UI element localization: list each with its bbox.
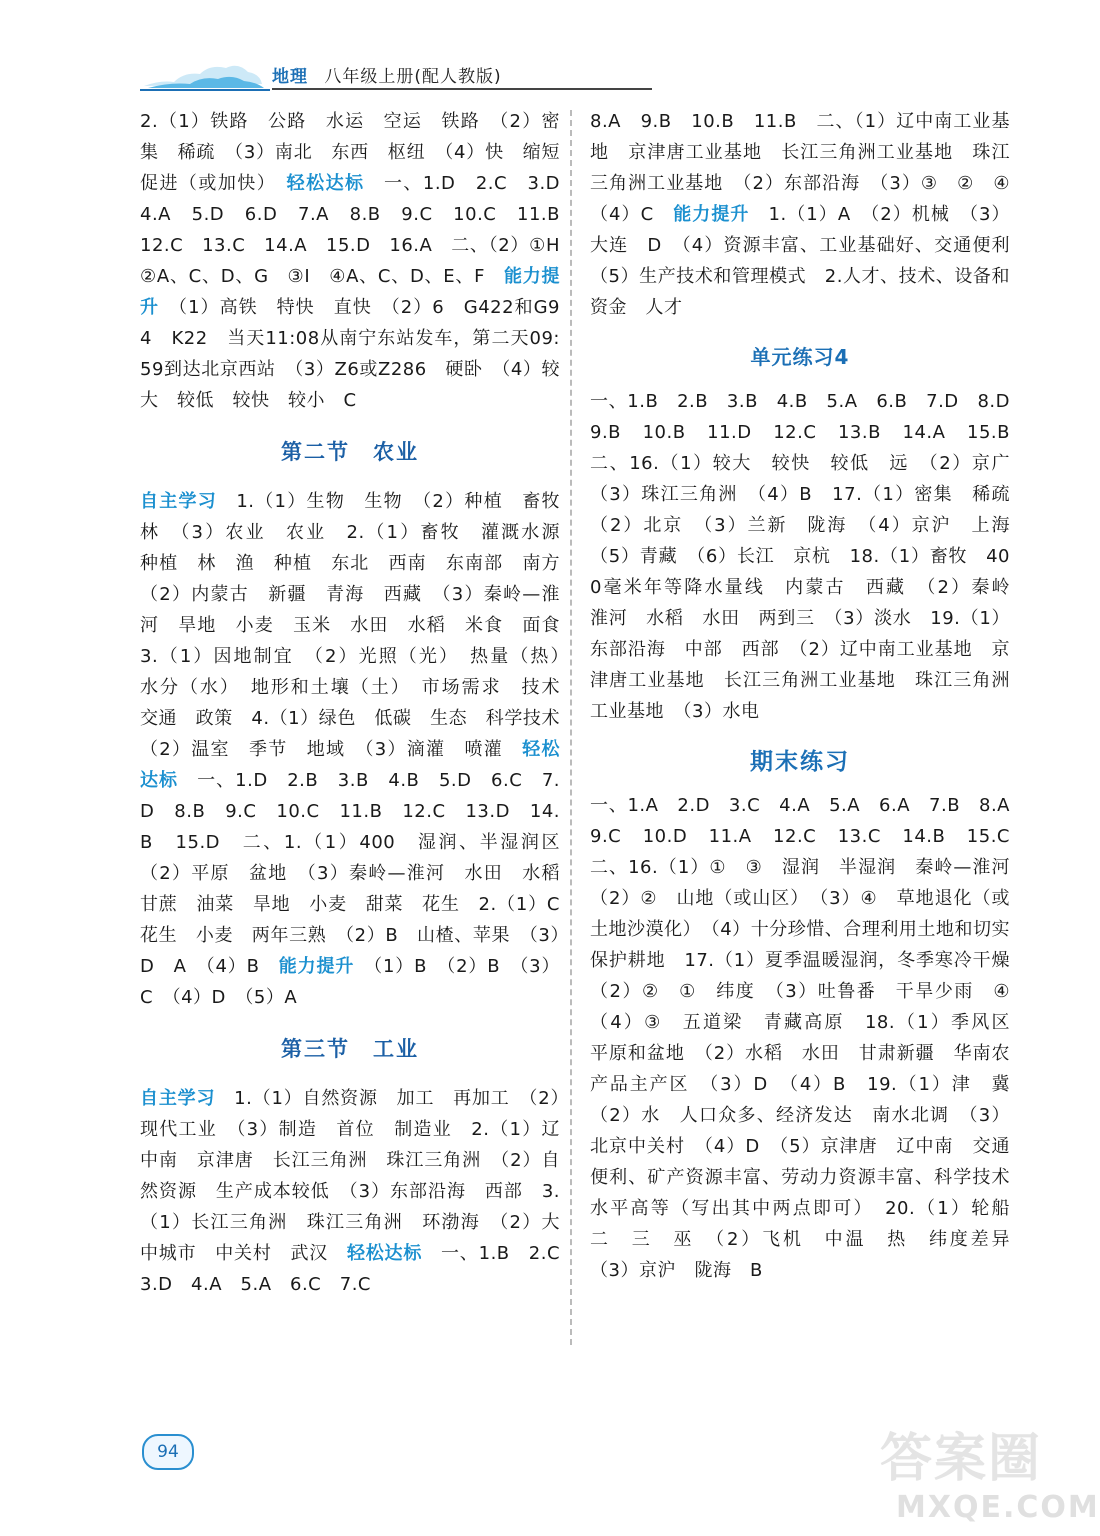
- answer-text: 2.（1）铁路 公路 水运 空运 铁路 （2）密集 稀疏 （3）南北 东西 枢纽 （4）快 缩短 促进（或加快）: [140, 111, 579, 194]
- left-paragraph-3: [140, 1083, 579, 1300]
- right-column: [590, 106, 1029, 1286]
- answer-text: 一、1.D 2.C 3.D 4.A 5.D 6.D 7.A 8.B 9.C 10.C 11.B 12.C 13.C 14.A 15.D 16.A 二、（2）①H ②A、C、D、G ③I ④A、C、D、E、F: [140, 173, 579, 287]
- watermark-url: MXQE.COM: [896, 1490, 1100, 1525]
- answer-text: 8.A 9.B 10.B 11.B 二、（1）辽中南工业基地 京津唐工业基地 长江三角洲工业基地 珠江三角洲工业基地 （2）东部沿海 （3）③ ② ④ （4）C: [590, 111, 1029, 225]
- unit-exercise-title: 单元练习4: [750, 345, 850, 369]
- header-subject: 地理: [272, 67, 308, 87]
- right-paragraph-3: [590, 790, 1029, 1286]
- cloud-wave-logo-icon: [140, 52, 270, 92]
- section-tag: 轻松达标: [140, 739, 561, 791]
- section-tag: 能力提升: [673, 204, 750, 225]
- answer-text: 一、1.D 2.B 3.B 4.B 5.D 6.C 7.D 8.B 9.C 10.C 11.B 12.C 13.D 14.B 15.D 二、1.（1）400 湿润、半湿润区 （2）平原 盆地 （3）秦岭—淮河 水田 水稻 甘蔗 油菜 旱地 小麦 甜菜 花生 2.（1）C 花生 小麦 两年三熟 （2）B 山楂、苹果 （3）D A （4）B: [140, 770, 579, 977]
- header-title: [272, 62, 502, 87]
- left-paragraph-1: [140, 106, 579, 416]
- section-tag: 自主学习: [140, 491, 218, 512]
- page-number: 94: [142, 1434, 194, 1470]
- header-rule: [272, 88, 652, 90]
- section-tag: 轻松达标: [346, 1243, 423, 1264]
- answer-text: （1）B （2）B （3）C （4）D （5）A: [140, 956, 560, 1008]
- section-title-agriculture: 第二节 农业: [281, 440, 419, 464]
- section-title-industry: 第三节 工业: [281, 1037, 419, 1061]
- right-paragraph-2: [590, 386, 1029, 727]
- final-exercise-title: 期末练习: [750, 749, 850, 775]
- answer-text: 一、1.B 2.B 3.B 4.B 5.A 6.B 7.D 8.D 9.B 10.B 11.D 12.C 13.B 14.A 15.B 二、16.（1）较大 较快 较低 远 （2）京广 （3）珠江三角洲 （4）B 17.（1）密集 稀疏 （2）北京 （3）兰新 陇海 （4）京沪 上海 （5）青藏 （6）长江 京杭 18.（1）畜牧 400毫米年等降水量线 内蒙古 西藏 （2）秦岭 淮河 水稻 水田 两到三 （3）淡水 19.（1）东部沿海 中部 西部 （2）辽中南工业基地 京津唐工业基地 长江三角洲工业基地 珠江三角洲工业基地 （3）水电: [590, 391, 1029, 722]
- answer-text: 一、1.A 2.D 3.C 4.A 5.A 6.A 7.B 8.A 9.C 10.D 11.A 12.C 13.C 14.B 15.C 二、16.（1）① ③ 湿润 半湿润 秦岭—淮河 （2）② 山地（或山区） （3）④ 草地退化（或土地沙漠化） （4）十分珍惜、合理利用土地和切实保护耕地 17.（1）夏季温暖湿润，冬季寒冷干燥 （2）② ① 纬度 （3）吐鲁番 干旱少雨 ④ （4）③ 五道梁 青藏高原 18.（1）季风区 平原和盆地 （2）水稻 水田 甘肃新疆 华南农产品主产区 （3）D （4）B 19.（1）津 冀 （2）水 人口众多、经济发达 南水北调 （3）北京中关村 （4）D （5）京津唐 辽中南 交通便利、矿产资源丰富、劳动力资源丰富、科学技术水平高等（写出其中两点即可） 20.（1）轮船 二 三 巫 （2）飞机 中温 热 纬度差异 （3）京沪 陇海 B: [590, 795, 1029, 1281]
- section-tag: 轻松达标: [286, 173, 365, 194]
- section-tag: 能力提升: [278, 956, 355, 977]
- answer-text: 一、1.B 2.C 3.D 4.A 5.A 6.C 7.C: [140, 1243, 579, 1295]
- page-header: [140, 52, 520, 92]
- header-grade: 八年级上册(配人教版): [324, 67, 502, 87]
- left-column: [140, 106, 579, 1300]
- right-paragraph-1: [590, 106, 1029, 323]
- left-paragraph-2: [140, 486, 579, 1013]
- watermark-text: 答案圈: [880, 1428, 1043, 1489]
- watermark-logo: [880, 1410, 1100, 1530]
- section-tag: 能力提升: [140, 266, 560, 318]
- answer-text: 1.（1）生物 生物 （2）种植 畜牧 林 （3）农业 农业 2.（1）畜牧 灌溉水源 种植 林 渔 种植 东北 西南 东南部 南方 （2）内蒙古 新疆 青海 西藏 （3）秦岭—淮河 旱地 小麦 玉米 水田 水稻 米食 面食 3.（1）因地制宜 （2）光照（光） 热量（热） 水分（水） 地形和土壤（土） 市场需求 技术 交通 政策 4.（1）绿色 低碳 生态 科学技术 （2）温室 季节 地域 （3）滴灌 喷灌: [140, 491, 579, 760]
- answer-text: 1.（1）A （2）机械 （3）大连 D （4）资源丰富、工业基础好、交通便利 （5）生产技术和管理模式 2.人才、技术、设备和资金 人才: [590, 204, 1029, 318]
- answer-text: （1）高铁 特快 直快 （2）6 G422和G94 K22 当天11:08从南宁东站发车，第二天09:59到达北京西站 （3）Z6或Z286 硬卧 （4）较大 较低 较快 较小 C: [140, 297, 561, 411]
- answer-text: 1.（1）自然资源 加工 再加工 （2）现代工业 （3）制造 首位 制造业 2.（1）辽中南 京津唐 长江三角洲 珠江三角洲 （2）自然资源 生产成本较低 （3）东部沿海 西部 3.（1）长江三角洲 珠江三角洲 环渤海 （2）大中城市 中关村 武汉: [140, 1088, 561, 1264]
- section-tag: 自主学习: [140, 1088, 216, 1109]
